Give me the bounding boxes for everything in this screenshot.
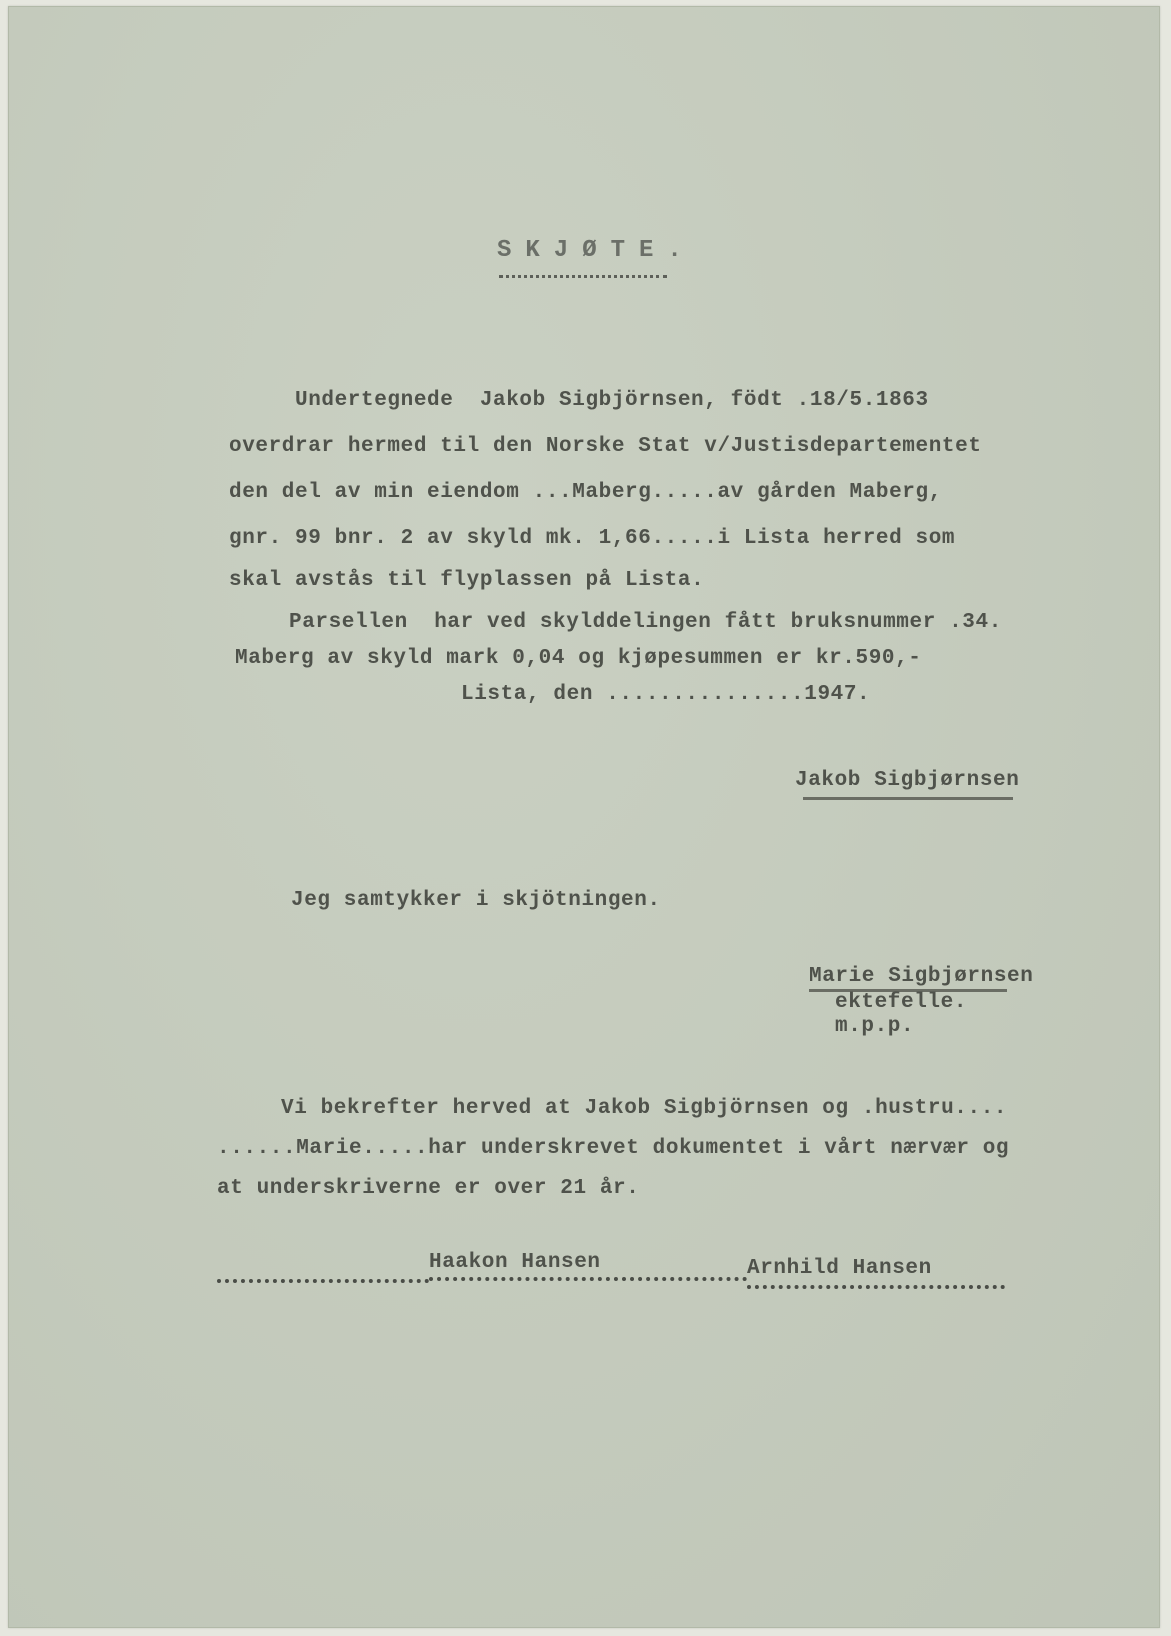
seller-signature: Jakob Sigbjørnsen bbox=[795, 769, 1020, 792]
spouse-signature: Marie Sigbjørnsen bbox=[809, 965, 1034, 988]
title-underline bbox=[499, 275, 667, 278]
witness-signature-1: Haakon Hansen bbox=[429, 1251, 601, 1274]
document-page bbox=[8, 6, 1160, 1628]
witness-line-3: at underskriverne er over 21 år. bbox=[217, 1177, 640, 1200]
body-line-4: gnr. 99 bnr. 2 av skyld mk. 1,66.....i Lista herred som bbox=[229, 527, 956, 550]
consent-text: Jeg samtykker i skjötningen. bbox=[291, 889, 661, 912]
witness-dotted-line-middle bbox=[429, 1277, 747, 1281]
witness-line-1: Vi bekrefter herved at Jakob Sigbjörnsen og .hustru.... bbox=[281, 1097, 1008, 1120]
witness-line-2: ......Marie.....har underskrevet dokumentet i vårt nærvær og bbox=[217, 1137, 1010, 1160]
spouse-note: m.p.p. bbox=[835, 1015, 915, 1038]
parcel-line-1: Parsellen har ved skylddelingen fått bruksnummer .34. bbox=[289, 611, 1002, 634]
body-line-5: skal avstås til flyplassen på Lista. bbox=[229, 569, 705, 592]
body-line-1: Undertegnede Jakob Sigbjörnsen, födt .18/5.1863 bbox=[295, 389, 929, 412]
witness-dotted-line-right bbox=[747, 1285, 1005, 1289]
witness-dotted-line-left bbox=[217, 1279, 429, 1283]
witness-signature-2: Arnhild Hansen bbox=[747, 1257, 932, 1280]
parcel-line-2: Maberg av skyld mark 0,04 og kjøpesummen er kr.590,- bbox=[235, 647, 922, 670]
place-date: Lista, den ...............1947. bbox=[461, 683, 871, 706]
document-title: SKJØTE. bbox=[497, 237, 696, 264]
spouse-role: ektefelle. bbox=[835, 991, 968, 1014]
seller-signature-rule bbox=[803, 797, 1013, 800]
body-line-2: overdrar hermed til den Norske Stat v/Justisdepartementet bbox=[229, 435, 982, 458]
body-line-3: den del av min eiendom ...Maberg.....av gården Maberg, bbox=[229, 481, 942, 504]
